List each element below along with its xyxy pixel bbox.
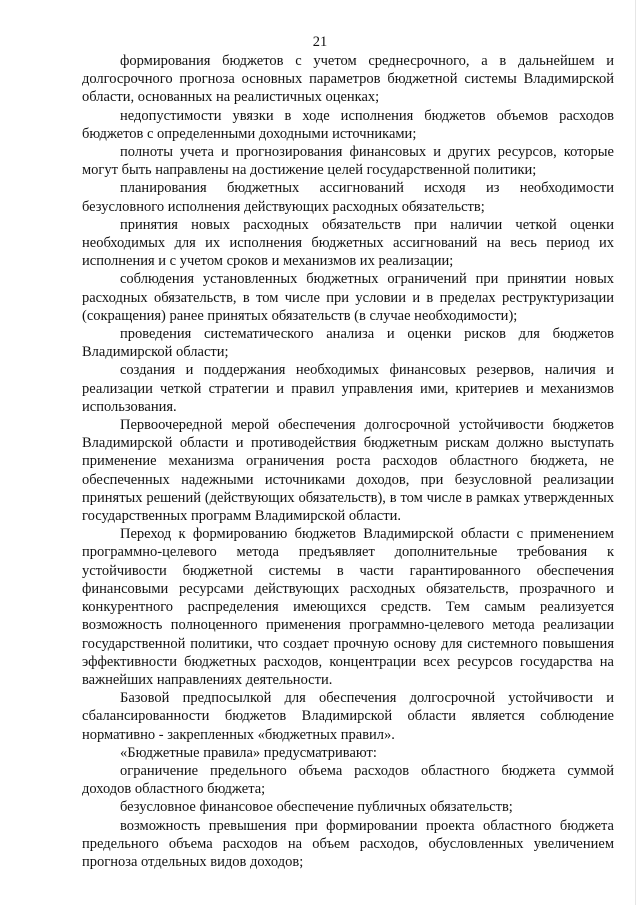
paragraph: принятия новых расходных обязательств при наличии четкой оценки необходимых для их исполнения бюджетных ассигнований на весь период их исполнения и с учетом сроков и механизмов их реализации; [82, 216, 614, 270]
paragraph: создания и поддержания необходимых финансовых резервов, наличия и реализации четкой стратегии и правил управления ими, критериев и механизмов использования. [82, 362, 614, 415]
paragraph: ограничение предельного объема расходов областного бюджета суммой доходов областного бюджета; [82, 762, 614, 798]
paragraph: полноты учета и прогнозирования финансовых и других ресурсов, которые могут быть направлены на достижение целей государственной политики; [82, 144, 614, 179]
paragraph: Базовой предпосылкой для обеспечения долгосрочной устойчивости и сбалансированности бюджетов Владимирской области является соблюдение нормативно - закрепленных «бюджетных правил». [82, 690, 614, 743]
paragraph: «Бюджетные правила» предусматривают: [120, 744, 377, 761]
paragraph: Первоочередной мерой обеспечения долгосрочной устойчивости бюджетов Владимирской области и противодействия бюджетным рискам должно выступать применение механизма ограничения роста расходов областного бюджета, не обеспеченных надежными источниками доходов, при безусловной реализации принятых решений (действующих обязательств), в том числе в рамках утвержденных государственных программ Владимирской области. [82, 417, 614, 525]
page-number: 21 [312, 34, 328, 50]
paragraph: безусловное финансовое обеспечение публичных обязательств; [120, 799, 513, 816]
paragraph: Переход к формированию бюджетов Владимирской области с применением программно-целевого метода предъявляет дополнительные требования к устойчивости бюджетной системы в части гарантированного обеспечения финансовыми ресурсами действующих расходных обязательств, прозрачного и конкурентного распределения имеющихся средств. Тем самым реализуется возможность полноценного применения программно-целевого метода реализации государственной политики, что создает прочную основу для системного повышения эффективности бюджетных расходов, концентрации всех ресурсов государства на важнейших направлениях деятельности. [82, 526, 614, 688]
paragraph: проведения систематического анализа и оценки рисков для бюджетов Владимирской области; [82, 326, 614, 361]
paragraph: планирования бюджетных ассигнований исходя из необходимости безусловного исполнения действующих расходных обязательств; [82, 180, 614, 215]
paragraph: формирования бюджетов с учетом среднесрочного, а в дальнейшем и долгосрочного прогноза основных параметров бюджетной системы Владимирской области, основанных на реалистичных оценках; [82, 53, 614, 106]
document-body [82, 52, 614, 871]
paragraph: недопустимости увязки в ходе исполнения бюджетов объемов расходов бюджетов с определенными доходными источниками; [82, 107, 614, 142]
scan-edge-line [635, 0, 636, 905]
paragraph: возможность превышения при формировании проекта областного бюджета предельного объема расходов на объем расходов, обусловленных увеличением прогноза отдельных видов доходов; [82, 817, 614, 870]
paragraph: соблюдения установленных бюджетных ограничений при принятии новых расходных обязательств, в том числе при условии и в пределах реструктуризации (сокращения) ранее принятых обязательств (в случае необходимости); [82, 271, 614, 324]
